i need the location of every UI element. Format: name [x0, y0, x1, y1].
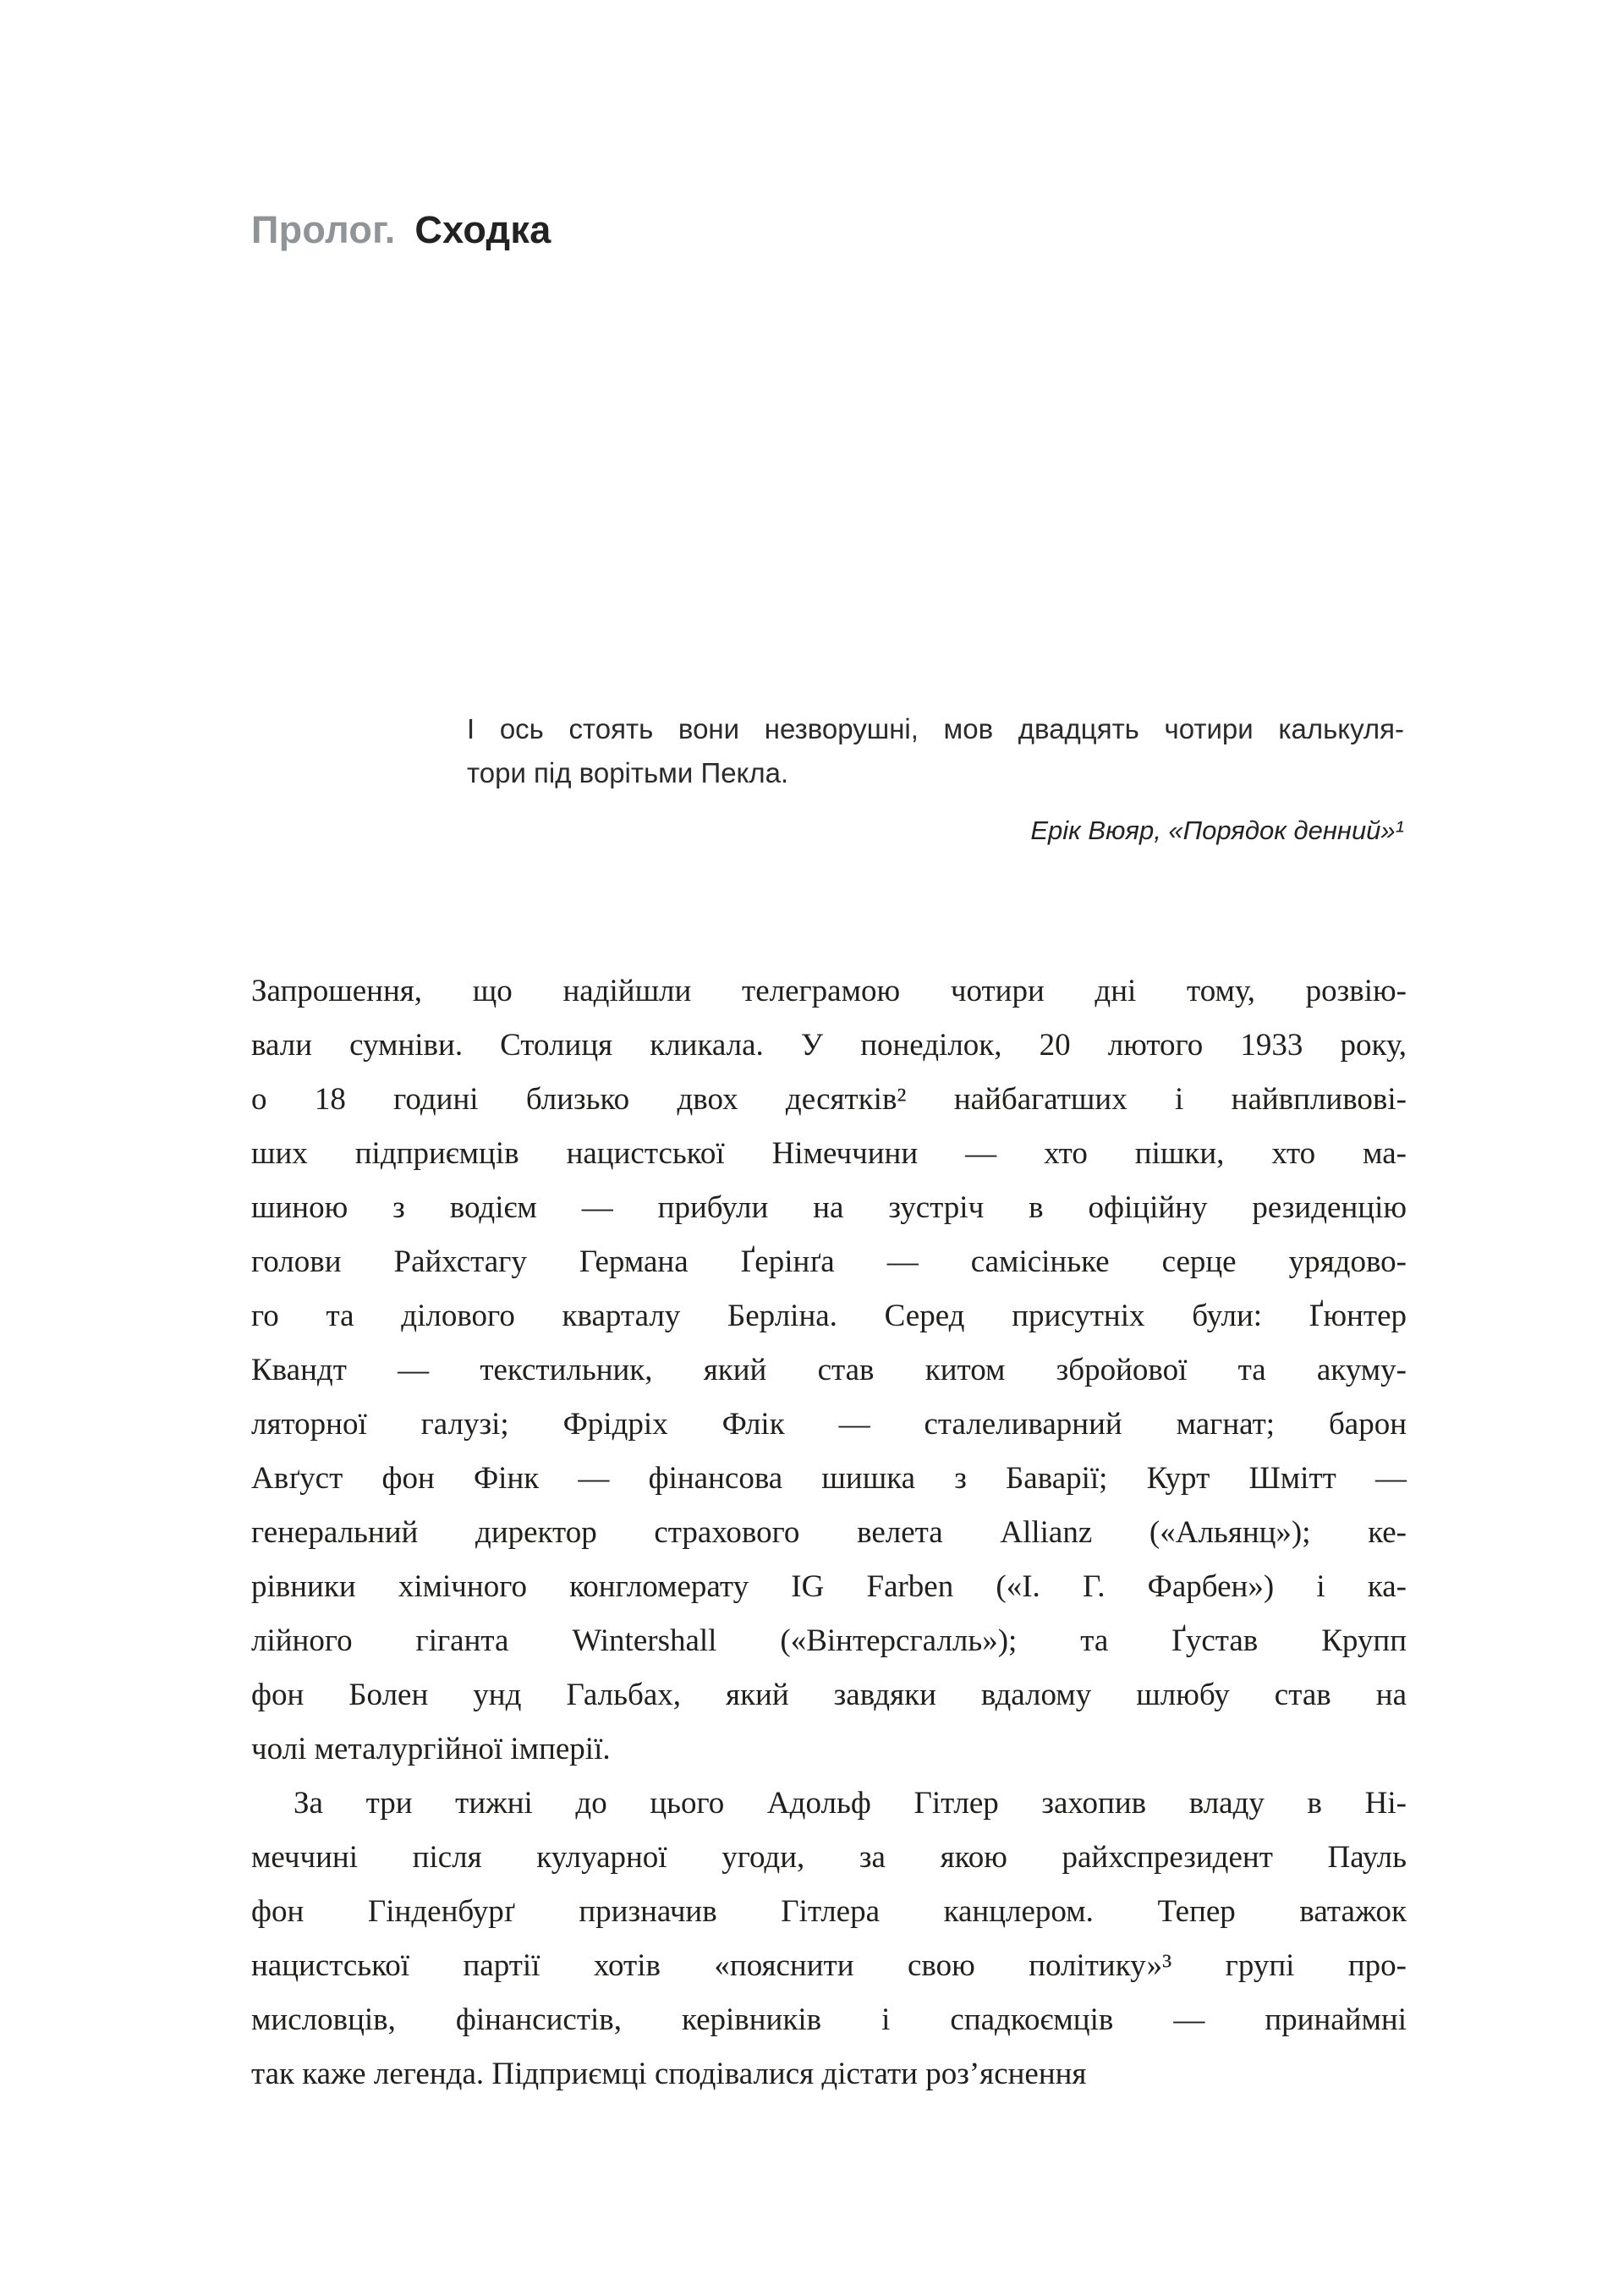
text-line: фон Гінденбурґ призначив Гітлера канцлером. Тепер ватажок: [251, 1894, 1407, 1929]
text-line: лійного гіганта Wintershall («Вінтерсгалль»); та Ґустав Крупп: [251, 1623, 1407, 1658]
chapter-title-prefix: Пролог.: [251, 208, 396, 251]
text-line: мисловців, фінансистів, керівників і спадкоємців — принаймні: [251, 2002, 1407, 2037]
text-line: За три тижні до цього Адольф Гітлер захопив владу в Ні-: [294, 1786, 1407, 1821]
text-line: генеральний директор страхового велета Allianz («Альянц»); ке-: [251, 1515, 1407, 1550]
text-line: Квандт — текстильник, який став китом збройової та акуму-: [251, 1353, 1407, 1387]
text-line: о 18 годині близько двох десятків² найбагатших і найвпливові-: [251, 1082, 1407, 1117]
body-text: [251, 964, 1407, 2101]
text-line: вали сумніви. Столиця кликала. У понеділок, 20 лютого 1933 року,: [251, 1028, 1407, 1063]
text-line: Запрошення, що надійшли телеграмою чотири дні тому, розвію-: [251, 974, 1407, 1008]
text-line: шиною з водієм — прибули на зустріч в офіційну резиденцію: [251, 1190, 1407, 1225]
chapter-title-name: Сходка: [414, 208, 551, 251]
text-line: тори під ворітьми Пекла.: [467, 757, 789, 788]
chapter-title: [251, 208, 551, 252]
text-line: ших підприємців нацистської Німеччини — хто пішки, хто ма-: [251, 1136, 1407, 1171]
paragraph-1: [251, 964, 1407, 1777]
text-line: Авґуст фон Фінк — фінансова шишка з Баварії; Курт Шмітт —: [251, 1461, 1407, 1496]
text-line: чолі металургійної імперії.: [251, 1732, 611, 1766]
text-line: нацистської партії хотів «пояснити свою політику»³ групі про-: [251, 1948, 1407, 1983]
epigraph-attribution: Ерік Вюяр, «Порядок денний»¹: [1030, 816, 1404, 845]
epigraph-text: [467, 707, 1404, 795]
epigraph: [467, 707, 1404, 846]
text-line: так каже легенда. Підприємці сподівалися дістати розʼяснення: [251, 2057, 1087, 2091]
text-line: меччині після кулуарної угоди, за якою райхспрезидент Пауль: [251, 1840, 1407, 1875]
text-line: голови Райхстагу Германа Ґерінґа — самісіньке серце урядово-: [251, 1244, 1407, 1279]
text-line: го та ділового кварталу Берліна. Серед присутніх були: Ґюнтер: [251, 1299, 1407, 1333]
paragraph-2: [251, 1777, 1407, 2101]
text-line: рівники хімічного конгломерату IG Farben («І. Г. Фарбен») і ка-: [251, 1569, 1407, 1604]
text-line: фон Болен унд Гальбах, який завдяки вдалому шлюбу став на: [251, 1678, 1407, 1712]
text-line: ляторної галузі; Фрідріх Флік — сталеливарний магнат; барон: [251, 1407, 1407, 1442]
text-line: І ось стоять вони незворушні, мов двадцять чотири калькуля-: [467, 713, 1404, 744]
